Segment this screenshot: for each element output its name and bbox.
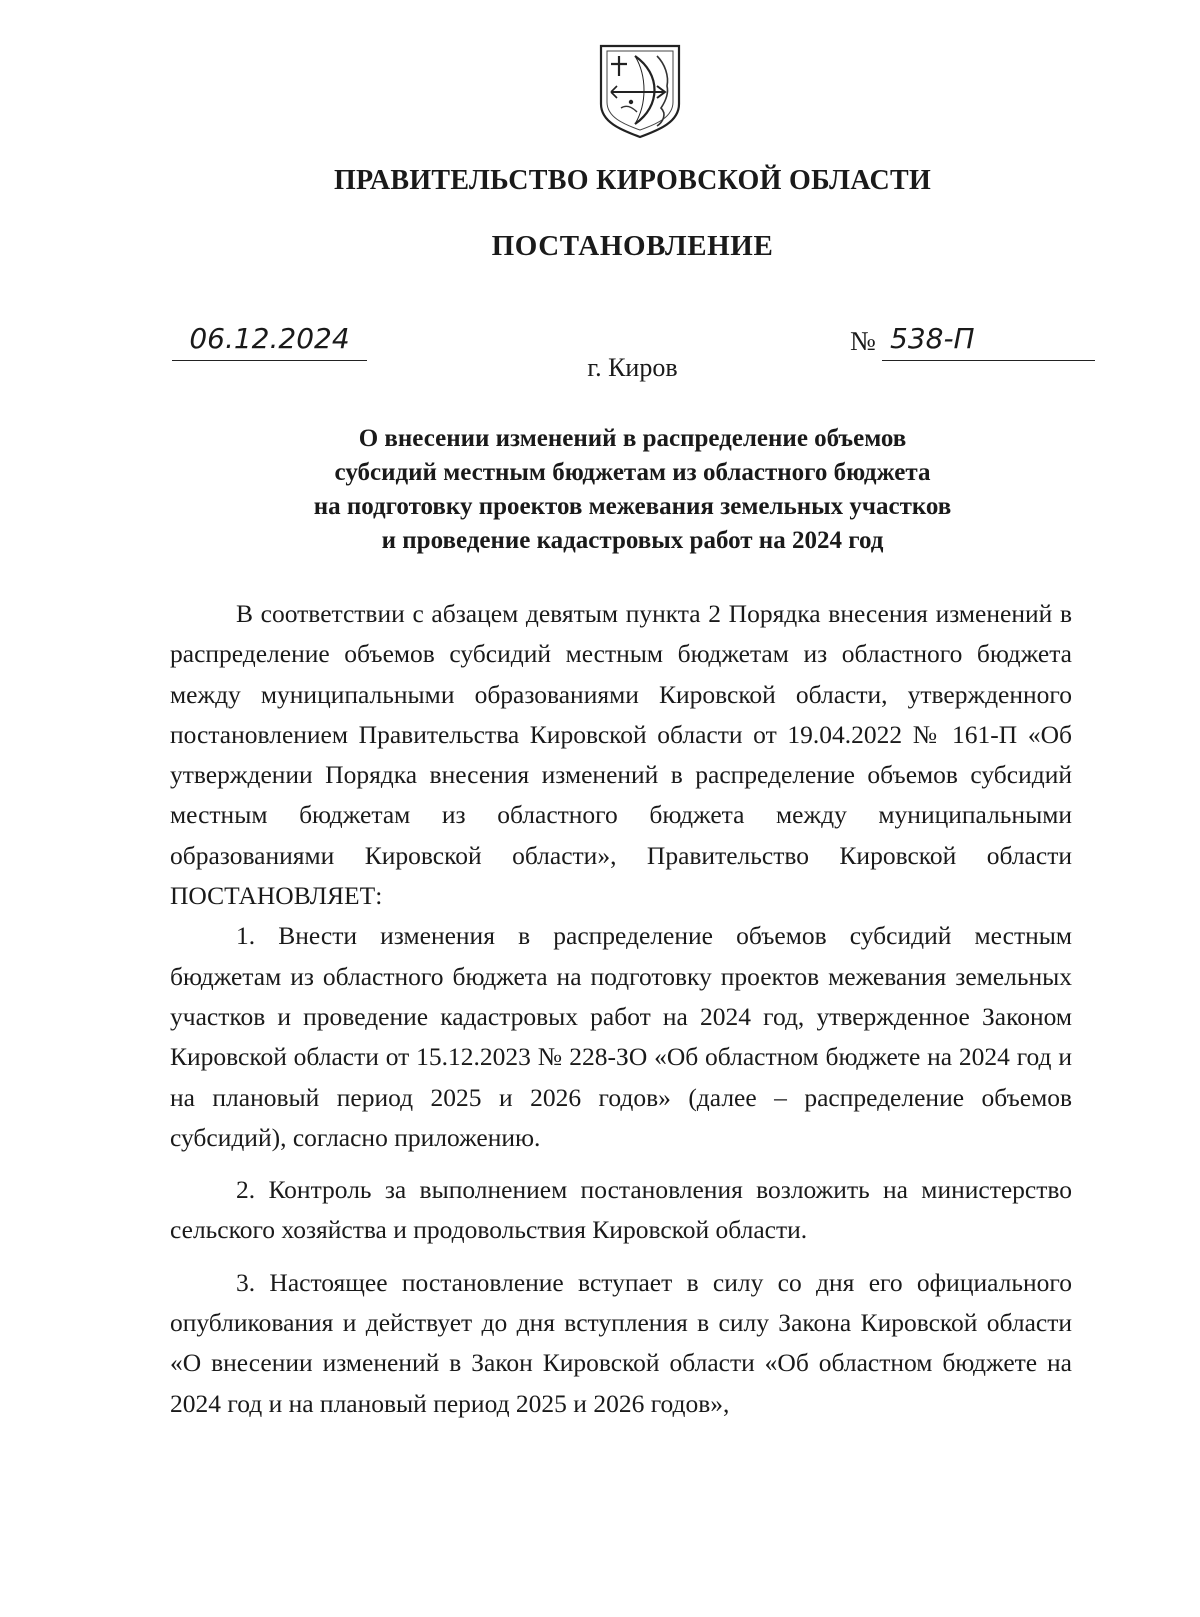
item-3-paragraph: 3. Настоящее постановление вступает в силу со дня его официального опубликования и действует до дня вступления в силу Закона Кировской области «О внесении изменений в Закон Кировской области «Об областном бюджете на 2024 год и на плановый период 2025 и 2026 годов»,	[170, 1267, 1072, 1418]
item-2-paragraph: 2. Контроль за выполнением постановления возложить на министерство сельского хозяйства и продовольствия Кировской области.	[170, 1175, 1072, 1245]
subject-line: О внесении изменений в распределение объемов	[358, 425, 907, 452]
document-subject	[170, 422, 1095, 558]
document-body	[170, 594, 1072, 1424]
organization-name: ПРАВИТЕЛЬСТВО КИРОВСКОЙ ОБЛАСТИ	[333, 165, 932, 196]
city: г. Киров	[587, 353, 678, 382]
coat-of-arms-icon	[597, 42, 683, 140]
item-1-paragraph: 1. Внести изменения в распределение объемов субсидий местным бюджетам из областного бюджета на подготовку проектов межевания земельных участков и проведение кадастровых работ на 2024 год, утвержденное Законом Кировской области от 15.12.2023 № 228-ЗО «Об областном бюджете на 2024 год и на плановый период 2025 и 2026 годов» (далее – распределение объемов субсидий), согласно приложению.	[170, 921, 1072, 1152]
preamble-paragraph: В соответствии с абзацем девятым пункта 2 Порядка внесения изменений в распределение объемов субсидий местным бюджетам из областного бюджета между муниципальными образованиями Кировской области, утвержденного постановлением Правительства Кировской области от 19.04.2022 № 161-П «Об утверждении Порядка внесения изменений в распределение объемов субсидий местным бюджетам из областного бюджета между муниципальными образованиями Кировской области», Правительство Кировской области ПОСТАНОВЛЯЕТ:	[170, 599, 1072, 911]
subject-line: субсидий местным бюджетам из областного бюджета	[334, 459, 931, 486]
document-type: ПОСТАНОВЛЕНИЕ	[491, 230, 774, 262]
subject-line: на подготовку проектов межевания земельных участков	[313, 493, 952, 520]
subject-line: и проведение кадастровых работ на 2024 год	[381, 527, 884, 554]
number-label: №	[850, 326, 876, 356]
document-number: 538-П	[882, 322, 1095, 361]
document-date: 06.12.2024	[172, 322, 367, 361]
